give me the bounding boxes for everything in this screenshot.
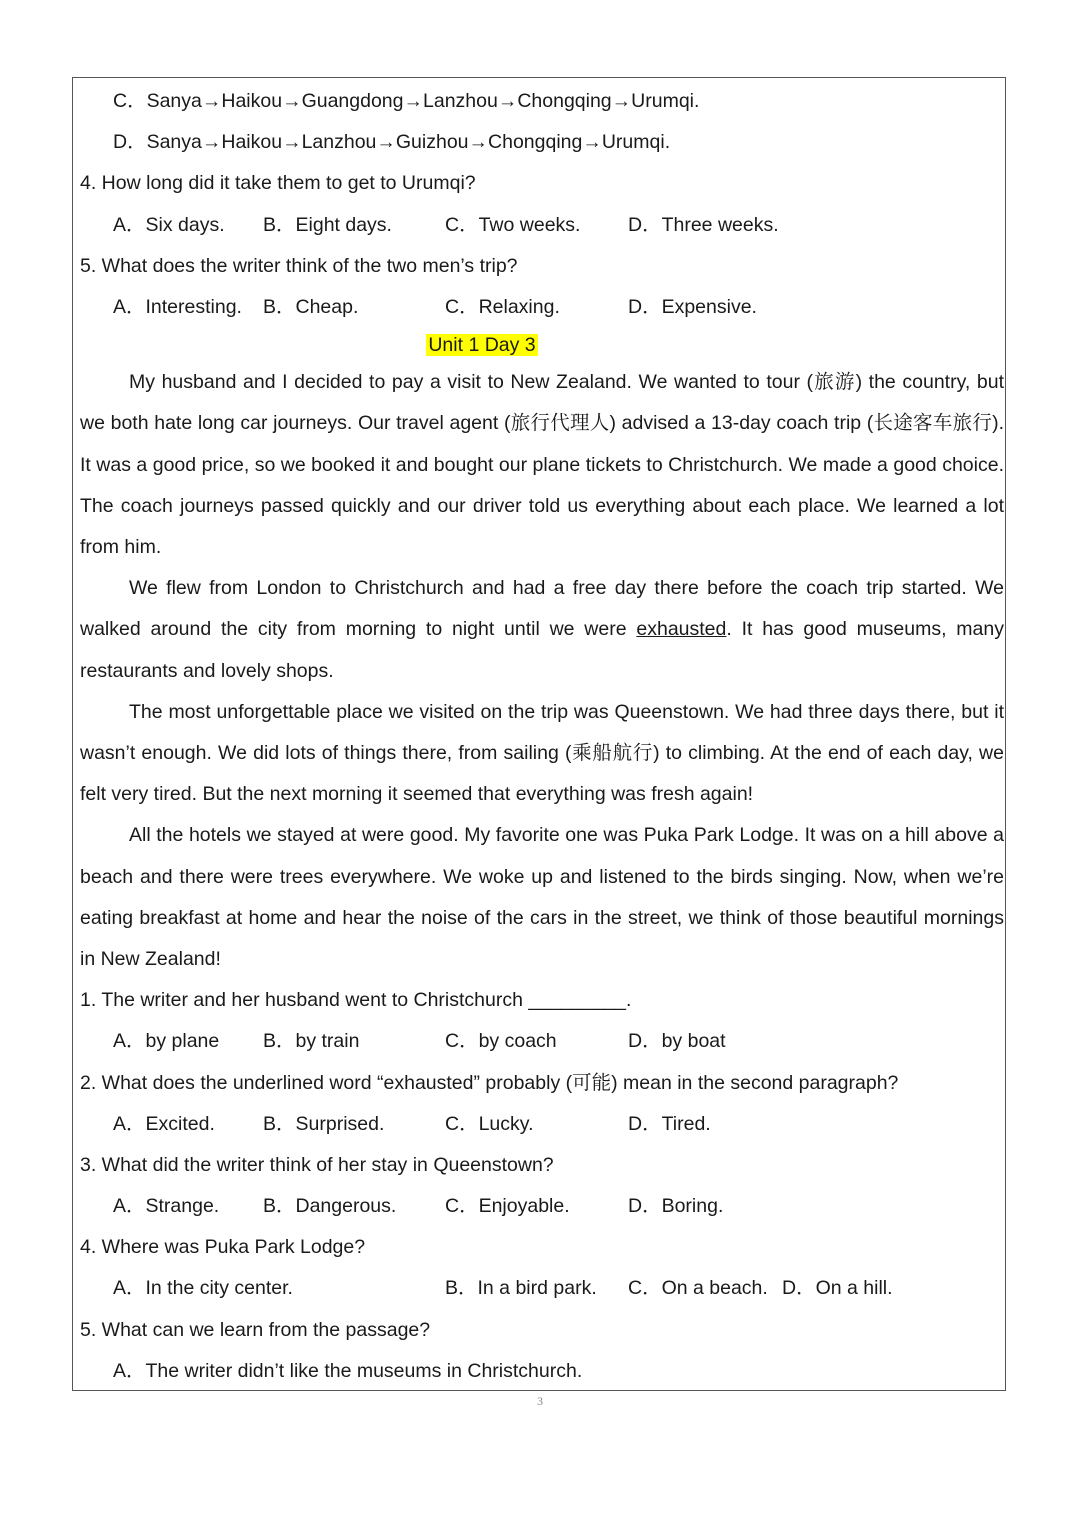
- question-3-options: [80, 1186, 1004, 1227]
- option-a: A．Interesting.: [113, 295, 242, 318]
- worksheet-content: [80, 81, 1004, 1392]
- option-b: B．Surprised.: [263, 1112, 385, 1135]
- prev-q5-options: [80, 287, 1004, 328]
- option-d: D．Expensive.: [628, 295, 757, 318]
- option-c: C．Relaxing.: [445, 295, 560, 318]
- paragraph-2-text-after: . It has good museums, many restaurants and lovely shops.: [80, 618, 1004, 682]
- question-1-stem: 1. The writer and her husband went to Christchurch _________.: [80, 989, 632, 1012]
- passage-paragraph-1: My husband and I decided to pay a visit to New Zealand. We wanted to tour (旅游) the country, but we both hate long car journeys. Our travel agent (旅行代理人) advised a 13-day coach trip (长途客车旅行). It was a good price, so we booked it and bought our plane tickets to Christchurch. We made a good choice. The coach journeys passed quickly and our driver told us everything about each place. We learned a lot from him.: [80, 371, 1004, 558]
- underlined-word: exhausted: [636, 618, 727, 641]
- option-d: D．Boring.: [628, 1195, 724, 1218]
- option-c: C．Lucky.: [445, 1112, 534, 1135]
- option-c: C．Enjoyable.: [445, 1195, 570, 1218]
- question-5-stem: 5. What can we learn from the passage?: [80, 1318, 431, 1341]
- question-2-stem: 2. What does the underlined word “exhausted” probably (可能) mean in the second paragraph?: [80, 1071, 899, 1094]
- question-4-options: [80, 1268, 1004, 1309]
- option-c: C．by coach: [445, 1030, 557, 1053]
- prev-q4-stem: 4. How long did it take them to get to Urumqi?: [80, 172, 476, 195]
- question-2-options: [80, 1104, 1004, 1145]
- option-b: B．by train: [263, 1030, 360, 1053]
- option-b: B．Cheap.: [263, 295, 359, 318]
- option-d: D．On a hill.: [782, 1277, 893, 1300]
- option-b: B．Dangerous.: [263, 1195, 397, 1218]
- prev-q3-option-d: D．Sanya→Haikou→Lanzhou→Guizhou→Chongqing→Urumqi.: [113, 131, 671, 154]
- prev-q3-option-c: C．Sanya→Haikou→Guangdong→Lanzhou→Chongqing→Urumqi.: [113, 90, 700, 112]
- section-title-wrap: [0, 328, 1004, 362]
- passage-paragraph-4: All the hotels we stayed at were good. My favorite one was Puka Park Lodge. It was on a hill above a beach and there were trees everywhere. We woke up and listened to the birds singing. Now, when we’re eating breakfast at home and hear the noise of the cars in the street, we think of those beautiful mornings in New Zealand!: [80, 824, 1004, 970]
- option-a: A．Six days.: [113, 213, 225, 236]
- option-a: A．Excited.: [113, 1112, 215, 1135]
- option-b: B．Eight days.: [263, 213, 392, 236]
- paragraph-2-text-before: We flew from London to Christchurch and had a free day there before the coach trip started. We walked around the city from morning to night until we were: [80, 577, 1004, 641]
- option-d: D．Three weeks.: [628, 213, 779, 236]
- question-5-options: [80, 1351, 1004, 1392]
- option-a: A．Strange.: [113, 1195, 220, 1218]
- option-a: A．by plane: [113, 1030, 220, 1053]
- option-c: C．Two weeks.: [445, 213, 581, 236]
- option-a: A．In the city center.: [113, 1277, 293, 1300]
- option-d: D．Tired.: [628, 1112, 711, 1135]
- prev-q5-stem: 5. What does the writer think of the two men’s trip?: [80, 254, 518, 277]
- option-b: B．In a bird park.: [445, 1277, 597, 1300]
- question-3-stem: 3. What did the writer think of her stay in Queenstown?: [80, 1153, 554, 1176]
- section-title: Unit 1 Day 3: [428, 334, 536, 357]
- question-4-stem: 4. Where was Puka Park Lodge?: [80, 1236, 366, 1259]
- page-number: 3: [537, 1394, 543, 1408]
- passage-paragraph-2: [80, 568, 1004, 692]
- prev-q4-options: [80, 205, 1004, 246]
- option-c: C．On a beach.: [628, 1277, 768, 1300]
- passage-paragraph-3: The most unforgettable place we visited on the trip was Queenstown. We had three days there, but it wasn’t enough. We did lots of things there, from sailing (乘船航行) to climbing. At the end of each day, we felt very tired. But the next morning it seemed that everything was fresh again!: [80, 700, 1004, 806]
- option-d: D．by boat: [628, 1030, 726, 1053]
- question-1-options: [80, 1021, 1004, 1062]
- option-a: A．The writer didn’t like the museums in Christchurch.: [113, 1359, 583, 1382]
